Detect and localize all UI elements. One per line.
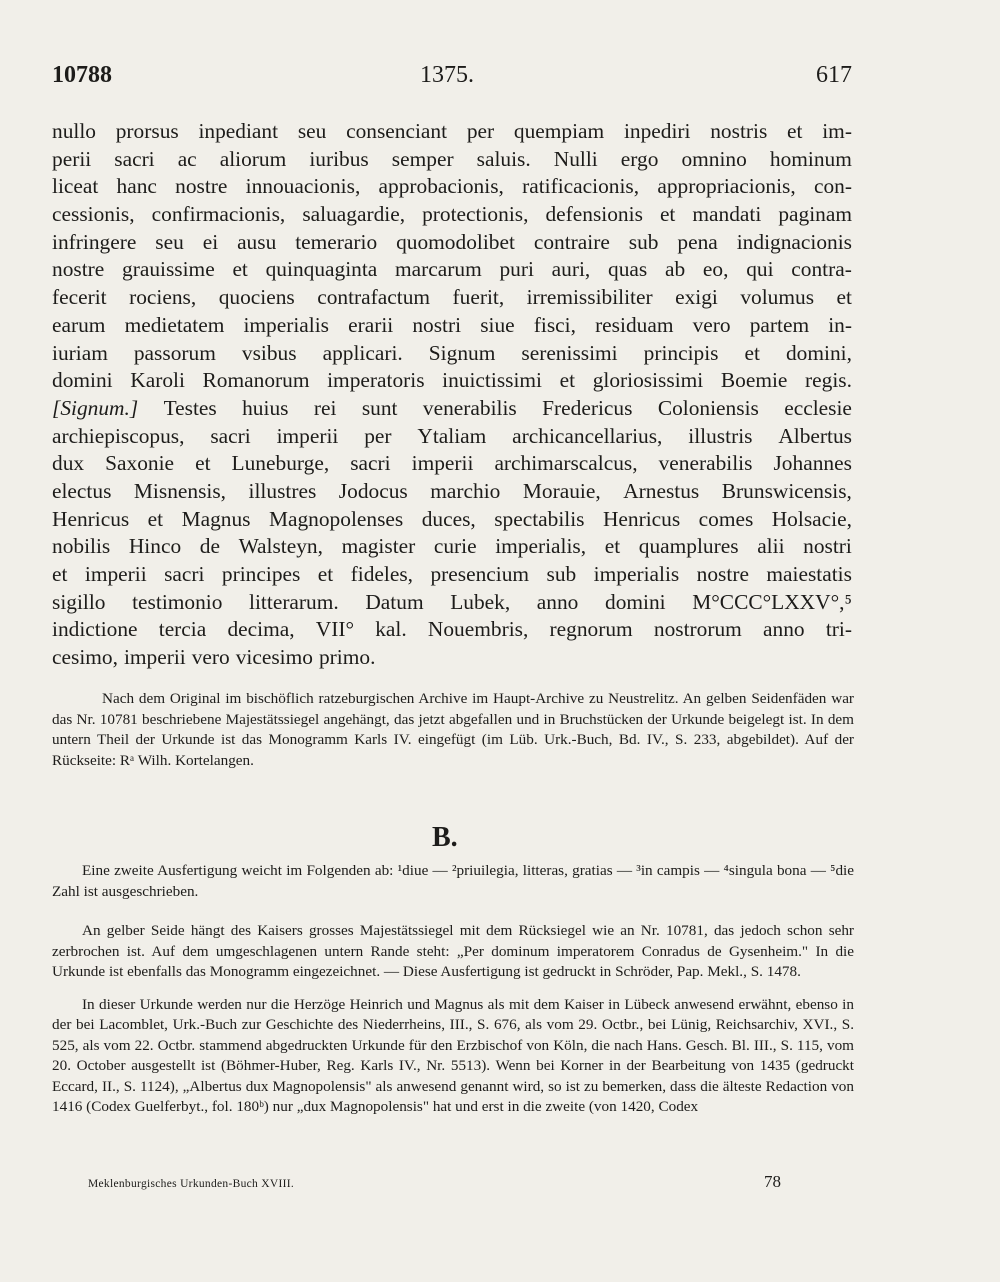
word: mandati [692, 202, 762, 227]
word: innouacionis, [245, 174, 361, 199]
word: rociens, [129, 285, 197, 310]
section-b-notes [52, 861, 854, 1130]
word: Henricus [602, 506, 681, 531]
word: decima, [227, 617, 295, 642]
word: defensionis [545, 202, 643, 227]
text-line [52, 229, 852, 257]
word: applicari. [322, 340, 403, 365]
word: duces, [421, 506, 476, 531]
word: liceat [52, 174, 99, 199]
word: quempiam [513, 119, 605, 143]
word: marchio [430, 478, 501, 503]
word: litterarum. [249, 589, 339, 614]
word: siue [480, 312, 515, 337]
editorial-notes [52, 689, 854, 784]
word: principes [221, 562, 301, 586]
word: sacri [114, 146, 155, 171]
word: curie [433, 534, 477, 559]
word: per [466, 119, 495, 143]
word: presencium [430, 562, 530, 586]
word: imperii [276, 423, 339, 448]
word: temerario [295, 229, 378, 254]
word: quomodolibet [396, 229, 515, 254]
word: electus [52, 478, 112, 503]
word: omnino [681, 146, 747, 171]
text-line [52, 506, 852, 534]
word: archicancellarius, [512, 423, 663, 448]
word: Fredericus [542, 395, 633, 420]
word: per [364, 423, 392, 448]
word: partem [749, 312, 810, 337]
word: indignacionis [736, 229, 852, 254]
text-line [52, 340, 852, 368]
word: quas [608, 257, 648, 282]
word: et [659, 202, 676, 227]
word: imperialis [243, 312, 329, 337]
word: ac [177, 146, 197, 171]
word: Karoli [130, 368, 185, 393]
word: maiestatis [766, 562, 852, 586]
word: fideles, [350, 562, 414, 586]
word: quociens [218, 285, 295, 310]
word: residuam [595, 312, 674, 337]
word: confirmacionis, [151, 202, 286, 227]
word: contraire [533, 229, 610, 254]
word: prorsus [115, 119, 179, 143]
word: fuerit, [452, 285, 505, 310]
word: Luneburge, [231, 451, 330, 476]
word: alii [757, 534, 785, 559]
word: grauissime [122, 257, 215, 282]
text-line [52, 423, 852, 451]
word: nostris [710, 119, 768, 143]
word: regis. [805, 368, 852, 393]
word: imperialis [593, 562, 680, 586]
word: Signum [428, 340, 496, 365]
text-line [52, 450, 852, 478]
word: et [787, 119, 803, 143]
charter-text [52, 118, 852, 672]
word: consenciant [346, 119, 448, 143]
word: pena [677, 229, 718, 254]
word: seu [297, 119, 327, 143]
word: Jodocus [338, 478, 408, 503]
word: ratificacionis, [522, 174, 640, 199]
word: imperii [123, 645, 186, 670]
book-title: Meklenburgisches Urkunden-Buch XVIII. [88, 1178, 295, 1190]
word: Nouembris, [427, 617, 529, 642]
word: anno [536, 589, 579, 614]
word: eo, [702, 257, 729, 282]
word: sunt [361, 395, 398, 420]
word: imperii [84, 562, 147, 586]
word: VII° [315, 617, 355, 642]
word: Datum [365, 589, 424, 614]
word: ausu [237, 229, 277, 254]
text-line [52, 201, 852, 229]
word: in- [828, 312, 852, 337]
word: aliorum [219, 146, 287, 171]
word: principis [643, 340, 719, 365]
text-line [52, 173, 852, 201]
word: paginam [778, 202, 852, 227]
word: et [836, 285, 852, 310]
seal-note: An gelber Seide hängt des Kaisers grosses Majestätssiegel mit dem Rücksiegel wie an Nr. 10781, das jedoch schon sehr zerbrochen ist. Auf dem umgeschlagenen untern Rande steht: „Per dominum imperatorem Conradus de Gysenheim." In die Urkunde ist ebenfalls das Monogramm eingezeichnet. — Diese Ausfertigung ist gedruckt in Schröder, Pap. Mekl., S. 1478. [52, 922, 854, 980]
word: ei [202, 229, 219, 254]
word: saluis. [476, 146, 531, 171]
text-line [52, 284, 852, 312]
word: Ytaliam [417, 423, 487, 448]
word: Boemie [720, 368, 788, 393]
word: cesimo, [52, 645, 118, 670]
text-line [52, 533, 852, 561]
word: vicesimo [235, 645, 313, 670]
word: contra- [791, 257, 852, 282]
word: infringere [52, 229, 137, 254]
word: Henricus [52, 506, 130, 531]
word: Magnopolenses [268, 506, 404, 531]
word: imperii [411, 451, 474, 476]
word: con- [813, 174, 852, 199]
word: inuictissimi [442, 368, 542, 393]
word: et [559, 368, 576, 393]
word: Lubek, [450, 589, 511, 614]
text-line [52, 118, 852, 146]
word: hominum [769, 146, 852, 171]
word: gloriosissimi [592, 368, 704, 393]
word: domini [52, 368, 113, 393]
word: et [195, 451, 211, 476]
word: nullo [52, 119, 96, 143]
word: exigi [675, 285, 718, 310]
word: illustris [688, 423, 753, 448]
word: semper [391, 146, 454, 171]
text-line [52, 395, 852, 423]
word: iuriam [52, 340, 108, 365]
word: im- [822, 119, 852, 143]
word: contrafactum [317, 285, 431, 310]
word: qui [746, 257, 774, 282]
word: de [199, 534, 220, 559]
word: kal. [375, 617, 407, 642]
word: regnorum [549, 617, 633, 642]
word: vsibus [241, 340, 297, 365]
word: venerabilis [658, 451, 753, 476]
word: Nulli [553, 146, 598, 171]
word: archiepiscopus, [52, 423, 185, 448]
word: M°CCC°LXXV°,⁵ [692, 589, 852, 614]
word: saluagardie, [302, 202, 406, 227]
word: Misnensis, [133, 478, 227, 503]
word: Holsacie, [771, 506, 852, 531]
word: medietatem [124, 312, 225, 337]
word: magister [341, 534, 416, 559]
word: tri- [825, 617, 852, 642]
source-note: Nach dem Original im bischöflich ratzeburgischen Archive im Haupt-Archive zu Neustrelitz. An gelben Seidenfäden war das Nr. 10781 beschriebene Majestätssiegel angehängt, das jetzt abgefallen und in Bruchstücken der Urkunde beigelegt ist. In dem untern Theil der Urkunde ist das Monogramm Karls IV. eingefügt (im Lüb. Urk.-Buch, Bd. IV., S. 233, abgebildet). Auf der Rückseite: Rᵃ Wilh. Kortelangen. [52, 690, 854, 769]
word: vero [191, 645, 230, 670]
text-line [52, 644, 852, 672]
word: Brunswicensis, [721, 478, 852, 503]
word: tercia [158, 617, 207, 642]
word: irremissibiliter [526, 285, 653, 310]
document-number: 10788 [52, 62, 112, 88]
page-header [52, 62, 852, 96]
word: vero [692, 312, 731, 337]
word: serenissimi [521, 340, 618, 365]
document-year: 1375. [420, 62, 474, 88]
text-line [52, 312, 852, 340]
word: anno [763, 617, 805, 642]
word: et [52, 562, 68, 586]
word: nostri [412, 312, 462, 337]
word: Johannes [773, 451, 852, 476]
word: testimonio [132, 589, 223, 614]
word: Coloniensis [657, 395, 759, 420]
word: iuribus [309, 146, 369, 171]
word: imperatoris [327, 368, 425, 393]
word: ergo [620, 146, 659, 171]
word: puri [499, 257, 534, 282]
word: Arnestus [623, 478, 700, 503]
word: venerabilis [422, 395, 517, 420]
word: Hinco [128, 534, 182, 559]
word: sacri [350, 451, 391, 476]
word: et [604, 534, 621, 559]
word: Morauie, [522, 478, 601, 503]
section-heading: B. [432, 822, 458, 853]
word: comes [698, 506, 754, 531]
word: cessionis, [52, 202, 135, 227]
word: domini, [785, 340, 852, 365]
word: earum [52, 312, 106, 337]
word: Testes [163, 395, 217, 420]
word: illustres [248, 478, 317, 503]
word: nostre [52, 257, 105, 282]
word: passorum [133, 340, 216, 365]
text-line [52, 616, 852, 644]
text-line [52, 367, 852, 395]
word: fecerit [52, 285, 107, 310]
word: approbacionis, [378, 174, 504, 199]
page-number: 617 [816, 62, 852, 88]
variant-readings: Eine zweite Ausfertigung weicht im Folgenden ab: ¹diue — ²priuilegia, litteras, gratias — ³in campis — ⁴singula bona — ⁵die Zahl ist ausgeschrieben. [52, 862, 854, 900]
word: imperialis, [495, 534, 587, 559]
word: Magnus [181, 506, 251, 531]
signature-mark: 78 [764, 1172, 781, 1191]
word: nostri [803, 534, 852, 559]
word: ab [664, 257, 686, 282]
word: dux [52, 451, 85, 476]
text-line [52, 256, 852, 284]
word: nostrorum [653, 617, 742, 642]
text-line [52, 478, 852, 506]
word: rei [313, 395, 337, 420]
word: primo. [318, 645, 376, 670]
word: erarii [348, 312, 394, 337]
word: et [232, 257, 248, 282]
word: quamplures [638, 534, 739, 559]
word: perii [52, 146, 92, 171]
word: Romanorum [202, 368, 310, 393]
word: sacri [164, 562, 205, 586]
word: inpediant [198, 119, 279, 143]
word: et [317, 562, 334, 586]
word: et [744, 340, 760, 365]
word: volumus [740, 285, 815, 310]
word: sub [546, 562, 577, 586]
word: seu [155, 229, 184, 254]
word: protectionis, [422, 202, 529, 227]
word: sacri [210, 423, 251, 448]
text-line [52, 146, 852, 174]
word: et [147, 506, 164, 531]
word: appropriacionis, [657, 174, 796, 199]
word: Saxonie [105, 451, 175, 476]
word: inpediri [623, 119, 691, 143]
word: fisci, [533, 312, 576, 337]
text-line [52, 561, 852, 589]
word: Walsteyn, [238, 534, 323, 559]
word: sub [628, 229, 659, 254]
word: archimarscalcus, [494, 451, 638, 476]
word: nostre [696, 562, 749, 586]
word: quinquaginta [265, 257, 378, 282]
word: marcarum [395, 257, 482, 282]
word: auri, [551, 257, 591, 282]
word: sigillo [52, 589, 106, 614]
word: ecclesie [784, 395, 852, 420]
commentary-note: In dieser Urkunde werden nur die Herzöge Heinrich und Magnus als mit dem Kaiser in Lübeck anwesend erwähnt, ebenso in der bei Lacomblet, Urk.-Buch zur Geschichte des Niederrheins, III., S. 676, als vom 29. Octbr., bei Lünig, Reichsarchiv, XVI., S. 525, als vom 22. Octbr. stammend abgedruckten Urkunde für den Erzbischof von Köln, die nach Hans. Gesch. Bl. III., S. 115, vom 20. October ausgestellt ist (Böhmer-Huber, Reg. Karls IV., Nr. 5513). Wenn bei Korner in der Bearbeitung von 1435 (gedruckt Eccard, II., S. 1124), „Albertus dux Magnopolensis" als anwesend genannt wird, so ist zu bemerken, dass die älteste Redaction von 1416 (Codex Guelferbyt., fol. 180ᵇ) nur „dux Magnopolensis" hat und erst in die zweite (von 1420, Codex [52, 995, 854, 1115]
text-line [52, 589, 852, 617]
word: nobilis [52, 534, 111, 559]
word: domini [605, 589, 666, 614]
word: huius [242, 395, 289, 420]
word: [Signum.] [52, 395, 139, 420]
word: spectabilis [494, 506, 585, 531]
word: nostre [175, 174, 228, 199]
word: Albertus [778, 423, 852, 448]
word: indictione [52, 617, 138, 642]
word: hanc [116, 174, 157, 199]
